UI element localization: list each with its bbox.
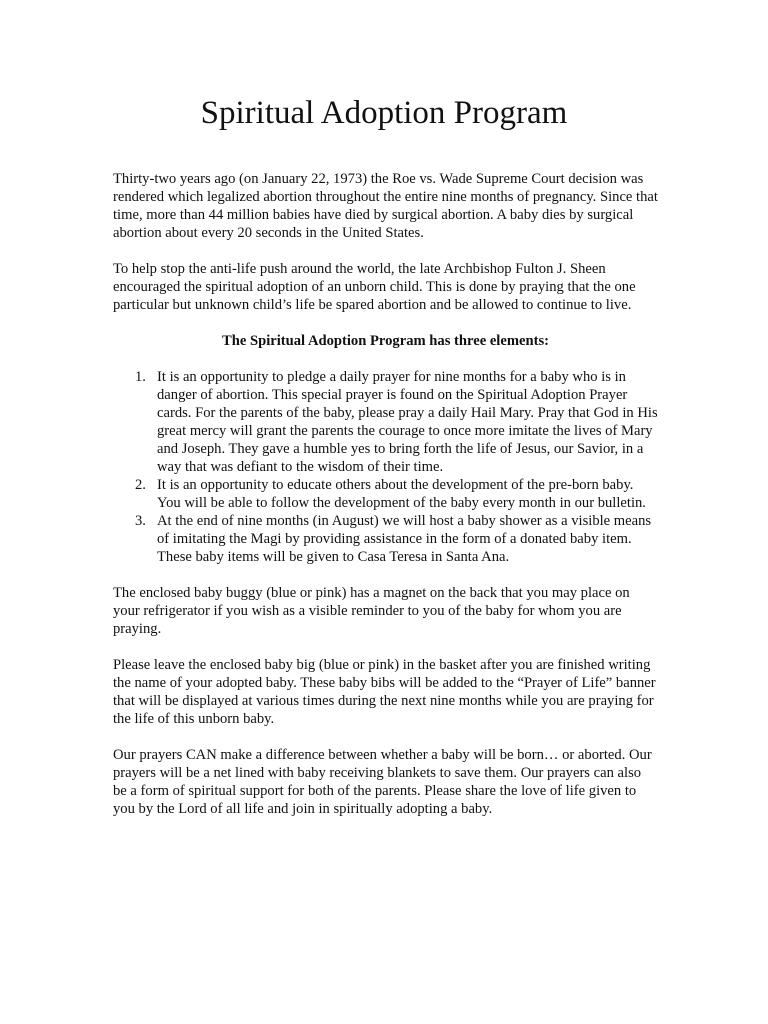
page-title: Spiritual Adoption Program xyxy=(200,95,568,131)
program-elements-heading: The Spiritual Adoption Program has three elements: xyxy=(221,333,549,349)
list-item-number: 2. xyxy=(135,477,146,493)
list-item-number: 3. xyxy=(135,513,146,529)
list-item-text: It is an opportunity to educate others about the development of the pre-born baby. You will be able to follow the development of the baby every month in our bulletin. xyxy=(157,477,646,511)
list-item xyxy=(113,476,658,512)
list-item-text: It is an opportunity to pledge a daily prayer for nine months for a baby who is in danger of abortion. This special prayer is found on the Spiritual Adoption Prayer cards. For the parents of the baby, please pray a daily Hail Mary. Pray that God in His great mercy will grant the parents the courage to once more imitate the lives of Mary and Joseph. They gave a humble yes to bring forth the life of Jesus, our Savior, in a way that was defiant to the wisdom of their time. xyxy=(157,369,658,475)
list-item-text: At the end of nine months (in August) we will host a baby shower as a visible means of imitating the Magi by providing assistance in the form of a donated baby item. These baby items will be given to Casa Teresa in Santa Ana. xyxy=(157,513,652,565)
list-item-number: 1. xyxy=(135,369,146,385)
paragraph-prayers-can: Our prayers CAN make a difference between whether a baby will be born… or aborted. Our prayers will be a net lined with baby receiving blankets to save them. Our prayers can also be a form of spiritual support for both of the parents. Please share the love of life given to you by the Lord of all life and join in spiritually adopting a baby. xyxy=(113,747,652,817)
list-item xyxy=(113,512,658,566)
paragraph-baby-buggy: The enclosed baby buggy (blue or pink) has a magnet on the back that you may place on your refrigerator if you wish as a visible reminder to you of the baby for whom you are praying. xyxy=(113,585,630,637)
program-elements-list xyxy=(113,368,658,566)
paragraph-spiritual-adoption-intro: To help stop the anti-life push around the world, the late Archbishop Fulton J. Sheen encouraged the spiritual adoption of an unborn child. This is done by praying that the one particular but unknown child’s life be spared abortion and be allowed to continue to live. xyxy=(113,261,636,313)
paragraph-baby-bib: Please leave the enclosed baby big (blue or pink) in the basket after you are finished writing the name of your adopted baby. These baby bibs will be added to the “Prayer of Life” banner that will be displayed at various times during the next nine months while you are praying for the life of this unborn baby. xyxy=(113,657,656,727)
document-body xyxy=(113,170,658,836)
list-item xyxy=(113,368,658,476)
paragraph-roe-v-wade: Thirty-two years ago (on January 22, 1973) the Roe vs. Wade Supreme Court decision was rendered which legalized abortion throughout the entire nine months of pregnancy. Since that time, more than 44 million babies have died by surgical abortion. A baby dies by surgical abortion about every 20 seconds in the United States. xyxy=(113,171,658,241)
